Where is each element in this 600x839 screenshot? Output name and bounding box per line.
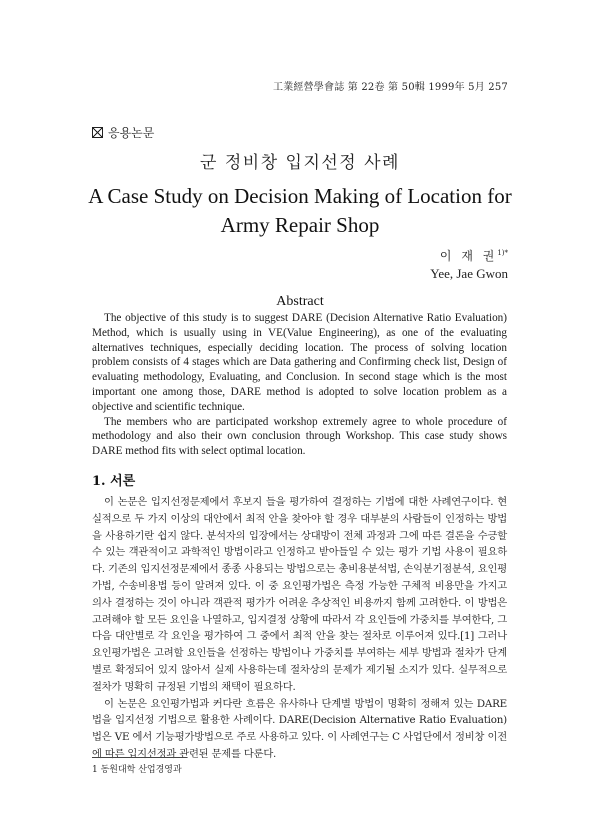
section-tag (92, 124, 154, 141)
journal-header: 工業經營學會誌 第 22卷 第 50輯 1999年 5月 257 (273, 82, 508, 93)
abstract-heading: Abstract (276, 294, 324, 309)
author-block (430, 244, 508, 283)
abstract-body (92, 311, 507, 459)
english-title (0, 182, 600, 240)
section-tag-label: 응용논문 (108, 126, 155, 140)
author-korean-name: 이 재 권 (439, 249, 498, 263)
footnote: 1 동원대학 산업경영과 (92, 765, 182, 775)
introduction-paragraph-1: 이 논문은 입지선정문제에서 후보지 들을 평가하여 결정하는 기법에 대한 사례연구이다. 현실적으로 두 가지 이상의 대안에서 최적 안을 찾아야 할 경우 대부분의 사람들이 인정하는 방법을 사용하기란 쉽지 않다. 분석자의 입장에서는 상대방이 전체 과정과 그에 따른 결론을 수긍할 수 있는 객관적이고 과학적인 방법이라고 인정하고 받아들일 수 있는 평가 기법 사용이 필요하다. 기존의 입지선정문제에서 종종 사용되는 방법으로는 총비용분석법, 손익분기점분석, 요인평가법, 수송비용법 등이 알려져 있다. 이 중 요인평가법은 측정 가능한 구체적 비용만을 가지고 의사 결정하는 것이 아니라 객관적 평가가 어려운 추상적인 비용까지 함께 고려한다. 이 방법은 고려해야 할 모든 요인을 나열하고, 입지결정 상황에 따라서 각 요인들에 가중치를 부여한다, 그 다음 대안별로 각 요인을 평가하여 그 중에서 최적 안을 찾는 절차로 이루어져 있다.[1] 그러나 요인평가법은 고려할 요인들을 선정하는 방법이나 가중치를 부여하는 세부 방법과 절차가 단계별로 확정되어 있지 않아서 실제 사용하는데 절차상의 문제가 제기될 소지가 있다. 실무적으로 절차가 명확히 규정된 기법의 채택이 필요하다. (92, 496, 507, 693)
introduction-paragraph-2: 이 논문은 요인평가법과 커다란 흐름은 유사하나 단계별 방법이 명확히 정해져 있는 DARE 법을 입지선정 기법으로 활용한 사례이다. DARE(Decision Alternative Ratio Evaluation) 법은 VE 에서 기능평가방법으로 주로 사용하고 있다. 이 사례연구는 C 사업단에서 정비창 이전에 따른 입지선정과 관련된 문제를 다룬다. (92, 697, 507, 760)
english-title-line-1: A Case Study on Decision Making of Location for (88, 184, 512, 208)
introduction-body (92, 494, 507, 763)
author-footnote-mark: 1)* (497, 249, 508, 257)
korean-title: 군 정비창 입지선정 사례 (200, 153, 400, 173)
abstract-paragraph-2: The members who are participated workshop extremely agree to whole procedure of methodology and also their own conclusion through Workshop. This case study shows DARE method fits with select optimal location. (92, 415, 507, 458)
footnote-divider (92, 757, 187, 758)
english-title-line-2: Army Repair Shop (220, 213, 380, 237)
author-english-name: Yee, Jae Gwon (430, 266, 508, 281)
boxed-x-icon (92, 127, 103, 138)
abstract-paragraph-1: The objective of this study is to suggest DARE (Decision Alternative Ratio Evaluation) Method, which is usually using in VE(Value Engineering), as one of the evaluating alternatives techniques, especially deciding location. The process of solving location problem consists of 4 stages which are Data gathering and Confirming check list, Design of evaluating methodology, Evaluating, and Conclusion. In second stage which is the most important one among those, DARE method is adopted to solve location problem as a objective and scientific technique. (92, 312, 507, 413)
section-heading-introduction: 1. 서론 (92, 474, 136, 489)
